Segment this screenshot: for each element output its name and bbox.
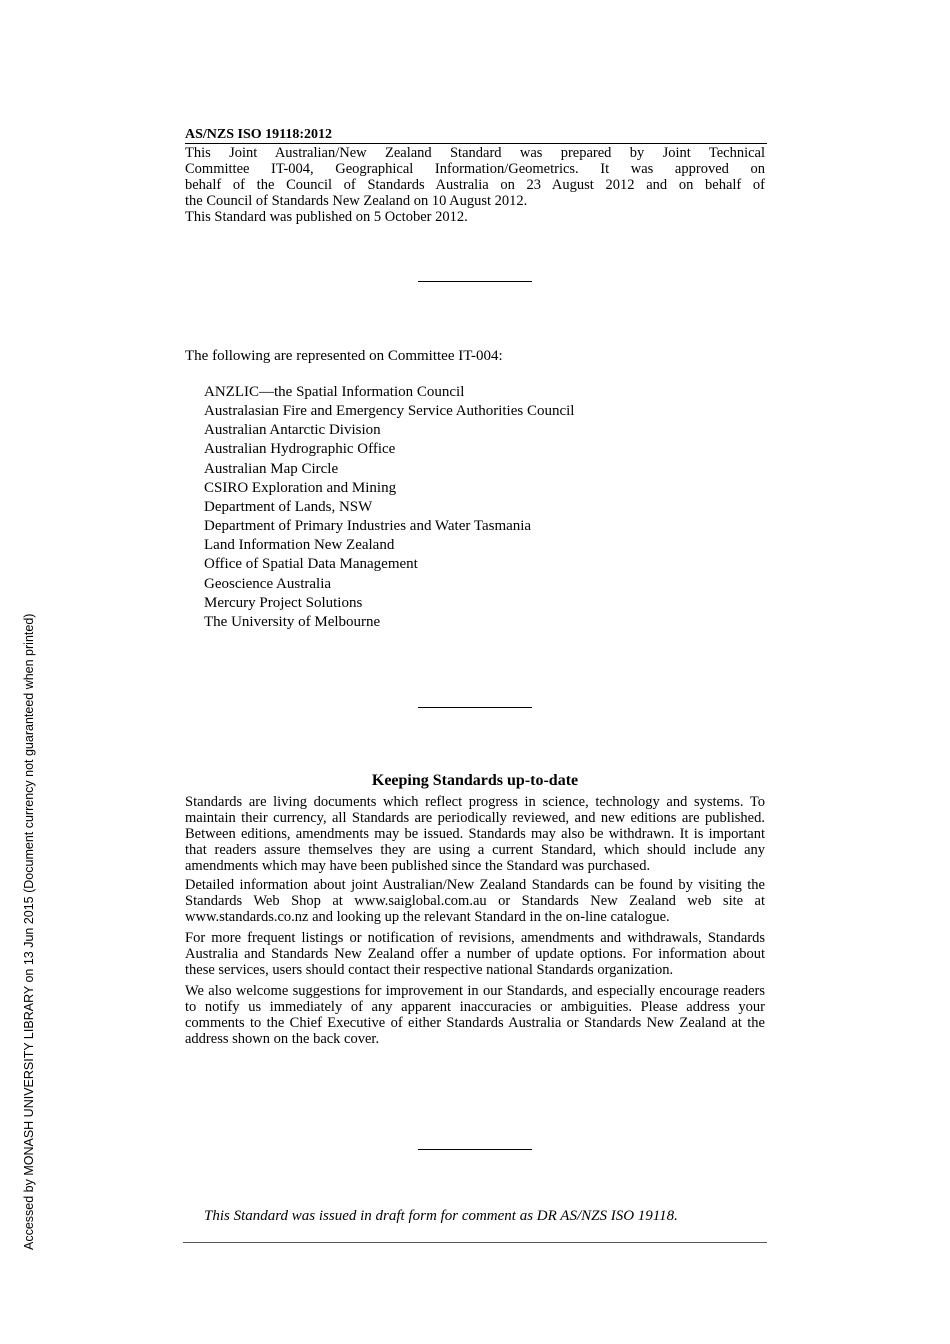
list-item: Australasian Fire and Emergency Service Authorities Council (204, 403, 575, 420)
section-divider (418, 281, 532, 282)
prep-line: This Joint Australian/New Zealand Standard was prepared by Joint Technical (185, 145, 765, 161)
prep-line-last: the Council of Standards New Zealand on 10 August 2012. (185, 193, 528, 209)
preparation-statement (185, 145, 765, 225)
list-item: Geoscience Australia (204, 575, 332, 592)
paragraph: For more frequent listings or notification of revisions, amendments and withdrawals, Standards Australia and Standards New Zealand offer a number of update options. For information about these services, users should contact their respective national Standards organization. (185, 930, 765, 978)
prep-line: behalf of the Council of Standards Australia on 23 August 2012 and on behalf of (185, 177, 765, 193)
list-item: Department of Lands, NSW (204, 498, 373, 515)
list-item: Land Information New Zealand (204, 537, 395, 554)
publication-date: This Standard was published on 5 October 2012. (185, 209, 468, 225)
committee-intro: The following are represented on Committee IT-004: (185, 348, 503, 364)
section-heading: Keeping Standards up-to-date (371, 772, 579, 789)
list-item: Australian Antarctic Division (204, 422, 381, 439)
keeping-body (185, 794, 765, 1047)
paragraph: Detailed information about joint Australian/New Zealand Standards can be found by visiting the Standards Web Shop at www.saiglobal.com.au or Standards New Zealand web site at www.standards.co.nz and looking up the relevant Standard in the on-line catalogue. (185, 877, 765, 925)
section-divider (418, 707, 532, 708)
draft-note: This Standard was issued in draft form for comment as DR AS/NZS ISO 19118. (204, 1208, 678, 1224)
committee-member-list (204, 383, 574, 632)
access-watermark: Accessed by MONASH UNIVERSITY LIBRARY on 13 Jun 2015 (Document currency not guaranteed when printed) (22, 613, 36, 1250)
list-item: The University of Melbourne (204, 613, 381, 630)
section-divider (418, 1149, 532, 1150)
footer-rule (183, 1242, 767, 1243)
paragraph: Standards are living documents which reflect progress in science, technology and systems. To maintain their currency, all Standards are periodically reviewed, and new editions are published. Between editions, amendments may be issued. Standards may also be withdrawn. It is important that readers assure themselves they are using a current Standard, which should include any amendments which may have been published since the Standard was purchased. (185, 794, 765, 874)
list-item: Department of Primary Industries and Water Tasmania (204, 518, 532, 535)
list-item: ANZLIC—the Spatial Information Council (204, 384, 465, 400)
list-item: Australian Hydrographic Office (204, 441, 396, 458)
paragraph: We also welcome suggestions for improvement in our Standards, and especially encourage readers to notify us immediately of any apparent inaccuracies or ambiguities. Please address your comments to the Chief Executive of either Standards Australia or Standards New Zealand at the address shown on the back cover. (185, 983, 765, 1047)
document-id: AS/NZS ISO 19118:2012 (185, 126, 767, 144)
list-item: Australian Map Circle (204, 460, 339, 477)
list-item: CSIRO Exploration and Mining (204, 479, 397, 496)
prep-line: Committee IT-004, Geographical Information/Geometrics. It was approved on (185, 161, 765, 177)
list-item: Mercury Project Solutions (204, 594, 363, 611)
list-item: Office of Spatial Data Management (204, 556, 418, 573)
